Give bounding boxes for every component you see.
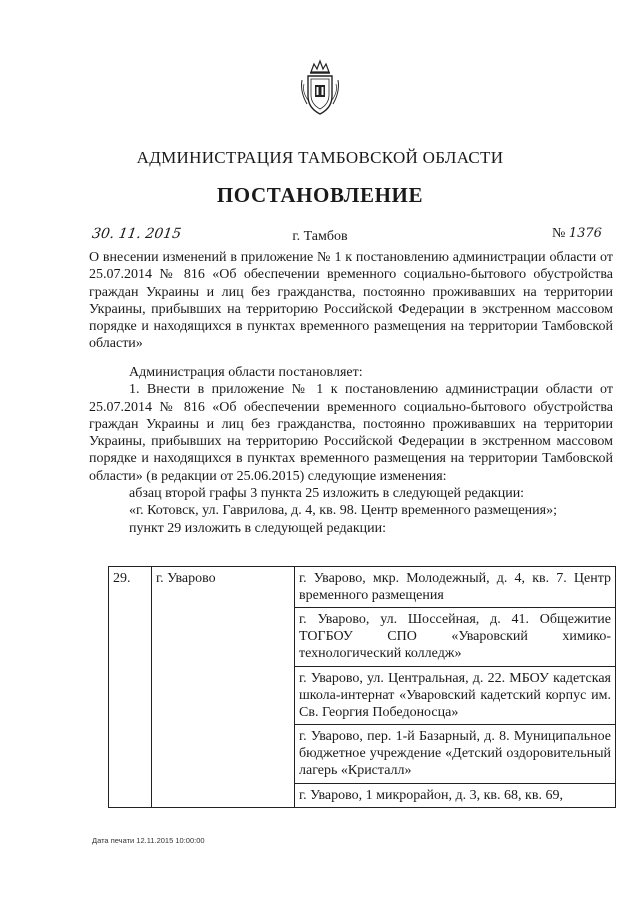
coat-of-arms-icon xyxy=(299,58,341,118)
address-cell: г. Уварово, пер. 1-й Базарный, д. 8. Муниципальное бюджетное учреждение «Детский оздоровительный лагерь «Кристалл» xyxy=(295,725,616,783)
body-paragraph: абзац второй графы 3 пункта 25 изложить в следующей редакции: xyxy=(129,486,525,502)
document-type: ПОСТАНОВЛЕНИЕ xyxy=(216,183,424,207)
body-paragraph: Администрация области постановляет: xyxy=(129,365,363,380)
table-row xyxy=(109,567,616,608)
number-sign: № xyxy=(552,226,566,241)
organization-name: АДМИНИСТРАЦИЯ ТАМБОВСКОЙ ОБЛАСТИ xyxy=(136,148,504,167)
row-number-cell: 29. xyxy=(109,567,152,808)
locations-table xyxy=(108,566,616,808)
body-paragraph: «г. Котовск, ул. Гаврилова, д. 4, кв. 98. Центр временного размещения»; xyxy=(129,503,557,519)
handwritten-date: 30. 11. 2015 xyxy=(90,226,183,242)
body-paragraph: пункт 29 изложить в следующей редакции: xyxy=(129,520,386,536)
address-cell: г. Уварово, ул. Шоссейная, д. 41. Общежитие ТОГБОУ СПО «Уваровский химико-технологический колледж» xyxy=(295,608,616,666)
document-number xyxy=(552,226,602,242)
address-cell: г. Уварово, 1 микрорайон, д. 3, кв. 68, кв. 69, xyxy=(295,783,616,807)
issue-city: г. Тамбов xyxy=(292,229,348,244)
handwritten-number: 1376 xyxy=(568,226,602,241)
document-subject: О внесении изменений в приложение № 1 к постановлению администрации области от 25.07.2014 № 816 «Об обеспечении временного социально-бытового обустройства граждан Украины и лиц без гражданства, постоянно проживавших на территории Украины, прибывших на территорию Российской Федерации в экстренном массовом порядке и находящихся в пунктах временного размещения на территории Тамбовской области» xyxy=(89,250,613,352)
print-date: Дата печати 12.11.2015 10:00:00 xyxy=(92,836,205,845)
body-paragraph: 1. Внести в приложение № 1 к постановлению администрации области от 25.07.2014 № 816 «Об обеспечении временного социально-бытового обустройства граждан Украины и лиц без гражданства, постоянно проживавших на территории Украины, прибывших на территорию Российской Федерации в экстренном массовом порядке и находящихся в пунктах временного размещения на территории Тамбовской области» (в редакции от 25.06.2015) следующие изменения: xyxy=(89,382,613,484)
document-body xyxy=(89,364,613,537)
address-cell: г. Уварово, ул. Центральная, д. 22. МБОУ кадетская школа-интернат «Уваровский кадетский корпус им. Св. Георгия Победоносца» xyxy=(295,666,616,724)
address-cell: г. Уварово, мкр. Молодежный, д. 4, кв. 7. Центр временного размещения xyxy=(295,567,616,608)
city-cell: г. Уварово xyxy=(152,567,295,808)
